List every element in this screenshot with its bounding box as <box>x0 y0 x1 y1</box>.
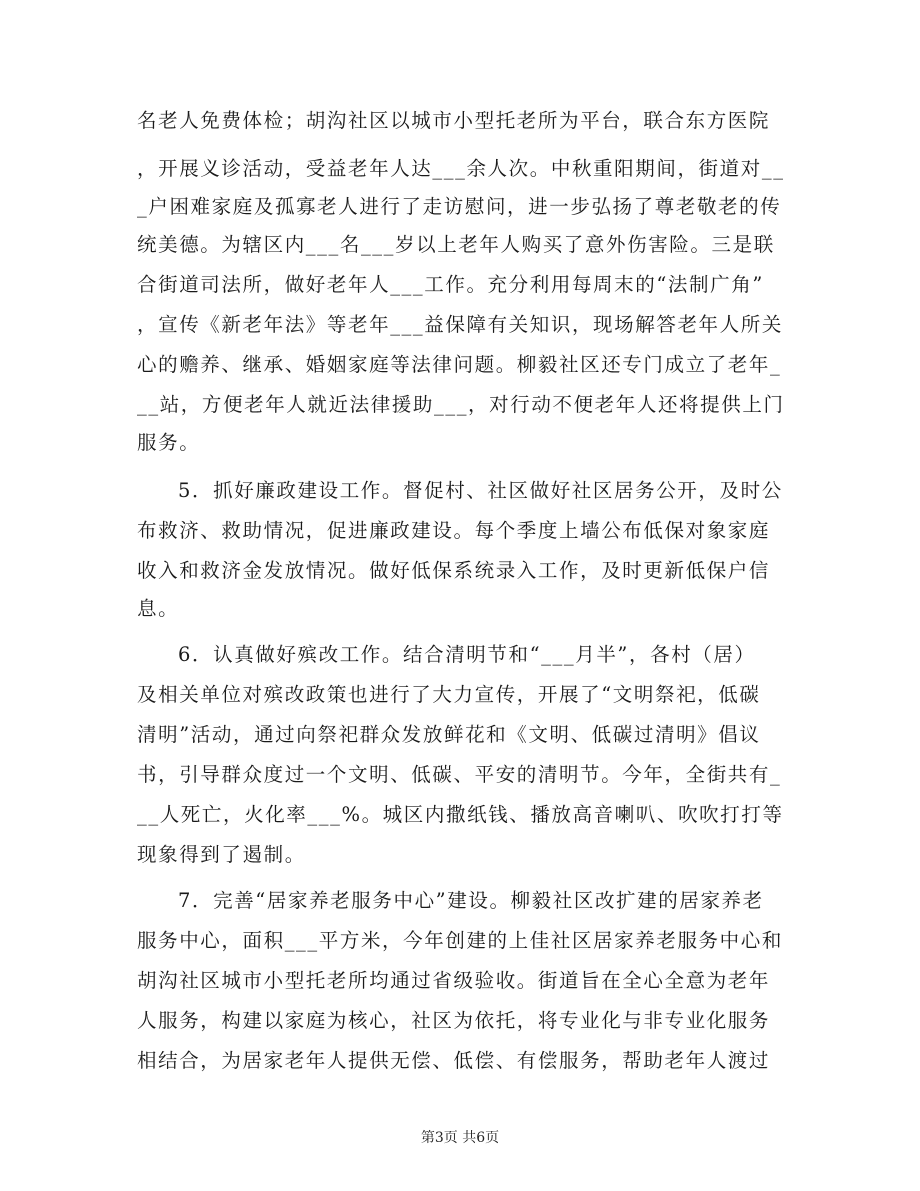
paragraph-7-first-line: 7．完善“居家养老服务中心”建设。柳毅社区改扩建的居家养老 <box>178 889 764 912</box>
text-line: __站，方便老年人就近法律援助___，对行动不便老年人还将提供上门 <box>137 393 785 416</box>
text-line: 人服务，构建以家庭为核心，社区为依托，将专业化与非专业化服务 <box>137 1009 771 1032</box>
text-line: ，宣传《新老年法》等老年___益保障有关知识，现场解答老年人所关 <box>137 313 783 336</box>
paragraph-6-first-line: 6．认真做好殡改工作。结合清明节和“___月半”，各村（居） <box>178 643 756 666</box>
text-line: 及相关单位对殡改政策也进行了大力宣传，开展了“文明祭祀，低碳 <box>137 683 761 706</box>
text-line: 息。 <box>137 597 180 620</box>
text-line: 胡沟社区城市小型托老所均通过省级验收。街道旨在全心全意为老年 <box>137 969 771 992</box>
text-line: 收入和救济金发放情况。做好低保系统录入工作，及时更新低保户信 <box>137 559 771 582</box>
text-line: 布救济、救助情况，促进廉政建设。每个季度上墙公布低保对象家庭 <box>137 519 771 542</box>
text-line: __人死亡，火化率___%。城区内撒纸钱、播放高音喇叭、吹吹打打等 <box>137 803 784 826</box>
paragraph-5-first-line: 5．抓好廉政建设工作。督促村、社区做好社区居务公开，及时公 <box>178 479 783 502</box>
text-line: 名老人免费体检；胡沟社区以城市小型托老所为平台，联合东方医院 <box>137 109 771 132</box>
text-line: 相结合，为居家老年人提供无偿、低偿、有偿服务，帮助老年人渡过 <box>137 1049 771 1072</box>
text-line: ，开展义诊活动，受益老年人达___余人次。中秋重阳期间，街道对__ <box>137 157 785 180</box>
text-line: 合街道司法所，做好老年人___工作。充分利用每周末的“法制广角” <box>137 273 764 296</box>
text-line: _户困难家庭及孤寡老人进行了走访慰问，进一步弘扬了尊老敬老的传 <box>137 195 782 218</box>
text-line: 现象得到了遏制。 <box>137 843 306 866</box>
text-line: 服务。 <box>137 431 201 454</box>
text-line: 清明”活动，通过向祭祀群众发放鲜花和《文明、低碳过清明》倡议 <box>137 723 761 746</box>
page-number-footer: 第3页 共6页 <box>420 1130 500 1146</box>
text-line: 心的赡养、继承、婚姻家庭等法律问题。柳毅社区还专门成立了老年_ <box>137 353 782 376</box>
text-line: 书，引导群众度过一个文明、低碳、平安的清明节。今年，全街共有_ <box>137 763 782 786</box>
text-line: 服务中心，面积___平方米，今年创建的上佳社区居家养老服务中心和 <box>137 929 783 952</box>
text-line: 统美德。为辖区内___名___岁以上老年人购买了意外伤害险。三是联 <box>137 233 775 256</box>
